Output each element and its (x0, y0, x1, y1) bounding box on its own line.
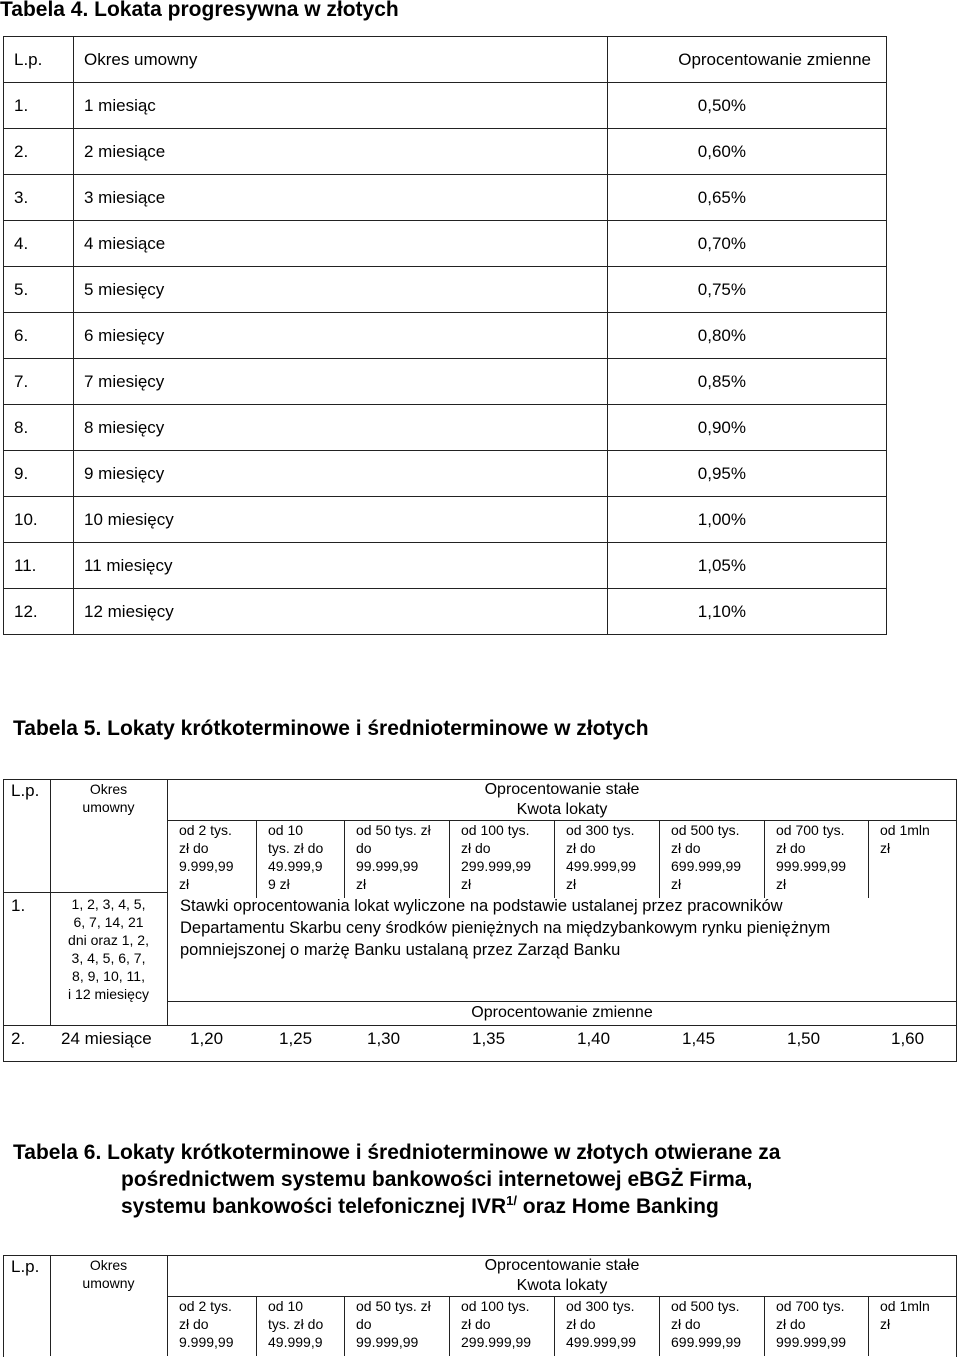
row-period: 11 miesięcy (74, 543, 608, 589)
header-fixed: Oprocentowanie stałe (484, 781, 640, 798)
amount-label: od 500 tys. (671, 822, 740, 838)
table-row (4, 405, 887, 451)
rates-note-line: Stawki oprocentowania lokat wyliczone na podstawie ustalanej przez pracowników (180, 897, 783, 915)
header-lp: L.p. (11, 781, 40, 800)
amount-label: zł (566, 876, 577, 892)
amount-label: zł do (461, 1316, 491, 1332)
row-lp: 12. (4, 589, 74, 635)
amount-label: od 700 tys. (776, 822, 845, 838)
amount-label: do (356, 1316, 372, 1332)
amount-label: zł (880, 840, 891, 856)
table-row (4, 175, 887, 221)
amount-label: 99.999,99 (356, 1334, 419, 1350)
row2-rate: 1,45 (682, 1029, 716, 1048)
row-period: 10 miesięcy (74, 497, 608, 543)
row2-rate: 1,25 (279, 1029, 313, 1048)
amount-label: od 500 tys. (671, 1298, 740, 1314)
row-lp: 1. (4, 83, 74, 129)
amount-label: 9.999,99 (179, 858, 234, 874)
row-lp: 4. (4, 221, 74, 267)
row-rate: 0,90% (608, 405, 887, 451)
row-lp: 9. (4, 451, 74, 497)
amount-label: 499.999,99 (566, 858, 637, 874)
amount-label: 499.999,99 (566, 1334, 637, 1350)
row-lp: 11. (4, 543, 74, 589)
row-lp: 3. (4, 175, 74, 221)
amount-label: tys. zł do (268, 840, 324, 856)
amount-label: od 100 tys. (461, 822, 530, 838)
amount-label: zł (461, 876, 472, 892)
amount-label: 299.999,99 (461, 858, 532, 874)
row1-period-line: 3, 4, 5, 6, 7, (71, 950, 146, 966)
row-lp: 2. (4, 129, 74, 175)
amount-label: od 300 tys. (566, 1298, 635, 1314)
amount-label: 99.999,99 (356, 858, 419, 874)
row-rate: 0,75% (608, 267, 887, 313)
row-period: 2 miesiące (74, 129, 608, 175)
amount-label: od 10 (268, 822, 304, 838)
amount-label: od 100 tys. (461, 1298, 530, 1314)
table4-header-row (4, 37, 887, 83)
table4 (3, 36, 887, 635)
row-lp: 8. (4, 405, 74, 451)
amount-label: zł do (566, 1316, 596, 1332)
amount-label: od 2 tys. (179, 822, 232, 838)
amount-label: 9 zł (268, 876, 290, 892)
amount-label: 299.999,99 (461, 1334, 532, 1350)
amount-label: od 700 tys. (776, 1298, 845, 1314)
header-okres: Okres umowny (74, 37, 608, 83)
row2-lp: 2. (11, 1029, 26, 1048)
table6-title-line3: systemu bankowości telefonicznej $IVR^{1/}$ oraz Home Banking (121, 1193, 719, 1218)
row1-period-line: i 12 miesięcy (68, 986, 149, 1002)
row-lp: 6. (4, 313, 74, 359)
row-rate: 0,50% (608, 83, 887, 129)
table5-title: Tabela 5. Lokaty krótkoterminowe i średnioterminowe w złotych (13, 717, 649, 740)
header-lp: L.p. (4, 37, 74, 83)
amount-label: od 50 tys. zł (356, 1298, 431, 1314)
divider-line (764, 820, 765, 898)
row-rate: 1,05% (608, 543, 887, 589)
amount-label: zł do (566, 840, 596, 856)
header-okres: umowny (82, 799, 135, 815)
row-period: 6 miesięcy (74, 313, 608, 359)
rates-note-line: Departamentu Skarbu ceny środków pieniężnych na międzybankowym rynku pieniężnym (180, 919, 831, 937)
amount-label: zł do (776, 1316, 806, 1332)
table-row (4, 129, 887, 175)
divider-line (659, 820, 660, 898)
row2-rate: 1,50 (787, 1029, 821, 1048)
table-row (4, 589, 887, 635)
amount-label: zł do (179, 840, 209, 856)
row-period: 5 miesięcy (74, 267, 608, 313)
row1-period-line: 8, 9, 10, 11, (72, 968, 145, 984)
row2-rate: 1,40 (577, 1029, 611, 1048)
table4-title: Tabela 4. Lokata progresywna w złotych (0, 0, 399, 21)
amount-label: od 1mln (880, 1298, 930, 1314)
row-period: 7 miesięcy (74, 359, 608, 405)
amount-label: od 1mln (880, 822, 930, 838)
divider-line (868, 1296, 869, 1356)
table-row (4, 497, 887, 543)
table-row (4, 359, 887, 405)
footnote-marker: 1/ (506, 1193, 517, 1208)
row-rate: 0,65% (608, 175, 887, 221)
header-okres: umowny (82, 1275, 135, 1291)
divider-line (256, 1296, 257, 1356)
amount-label: zł (671, 876, 682, 892)
row-rate: 0,70% (608, 221, 887, 267)
table-row (4, 313, 887, 359)
header-fixed: Oprocentowanie stałe (484, 1257, 640, 1274)
row2-rate: 1,35 (472, 1029, 506, 1048)
amount-label: do (356, 840, 372, 856)
row1-period-line: dni oraz 1, 2, (68, 932, 149, 948)
amount-label: zł do (776, 840, 806, 856)
header-lp: L.p. (11, 1257, 40, 1276)
header-okres: Okres (89, 781, 128, 797)
rates-note-line: pomniejszonej o marżę Banku ustalaną przez Zarząd Banku (180, 941, 621, 959)
divider-line (659, 1296, 660, 1356)
row-period: 12 miesięcy (74, 589, 608, 635)
row-period: 4 miesiące (74, 221, 608, 267)
row-lp: 7. (4, 359, 74, 405)
amount-label: zł do (461, 840, 491, 856)
row-period: 9 miesięcy (74, 451, 608, 497)
table-row (4, 267, 887, 313)
row-lp: 10. (4, 497, 74, 543)
amount-label: zł (776, 876, 787, 892)
header-okres: Okres (89, 1257, 128, 1273)
row-period: 3 miesiące (74, 175, 608, 221)
divider-line (449, 820, 450, 898)
row1-period-line: 1, 2, 3, 4, 5, (71, 896, 146, 912)
row-rate: 0,80% (608, 313, 887, 359)
amount-label: zł do (671, 1316, 701, 1332)
row-period: 1 miesiąc (74, 83, 608, 129)
divider-line (256, 820, 257, 898)
header-variable: Oprocentowanie zmienne (471, 1004, 653, 1021)
divider-line (344, 1296, 345, 1356)
amount-label: 9.999,99 (179, 1334, 234, 1350)
amount-label: zł do (671, 840, 701, 856)
amount-label: 49.999,9 (268, 858, 323, 874)
header-kwota: Kwota lokaty (516, 1277, 608, 1294)
divider-line (449, 1296, 450, 1356)
divider-line (344, 820, 345, 898)
divider-line (764, 1296, 765, 1356)
divider-line (868, 820, 869, 898)
amount-label: od 50 tys. zł (356, 822, 431, 838)
amount-label: tys. zł do (268, 1316, 324, 1332)
table-row (4, 451, 887, 497)
table-row (4, 221, 887, 267)
row-rate: 1,00% (608, 497, 887, 543)
row-rate: 0,85% (608, 359, 887, 405)
row2-rate: 1,30 (367, 1029, 401, 1048)
header-oprocentowanie: Oprocentowanie zmienne (608, 37, 887, 83)
amount-label: 699.999,99 (671, 858, 742, 874)
row1-period-line: 6, 7, 14, 21 (73, 914, 144, 930)
table6-title-line1: Tabela 6. Lokaty krótkoterminowe i średnioterminowe w złotych otwierane za (13, 1141, 781, 1164)
amount-label: zł do (179, 1316, 209, 1332)
row-rate: 0,95% (608, 451, 887, 497)
row1-lp: 1. (11, 896, 26, 915)
row-period: 8 miesięcy (74, 405, 608, 451)
amount-label: 999.999,99 (776, 1334, 847, 1350)
divider-line (3, 892, 167, 893)
table-row (4, 83, 887, 129)
header-kwota: Kwota lokaty (516, 801, 608, 818)
amount-label: od 300 tys. (566, 822, 635, 838)
row-rate: 1,10% (608, 589, 887, 635)
amount-label: od 2 tys. (179, 1298, 232, 1314)
table-row (4, 543, 887, 589)
row2-rate: 1,60 (891, 1029, 925, 1048)
amount-label: zł (179, 876, 190, 892)
divider-line (554, 1296, 555, 1356)
amount-label: zł (880, 1316, 891, 1332)
row-lp: 5. (4, 267, 74, 313)
amount-label: 699.999,99 (671, 1334, 742, 1350)
amount-label: 49.999,9 (268, 1334, 323, 1350)
row2-rate: 1,20 (190, 1029, 224, 1048)
row-rate: 0,60% (608, 129, 887, 175)
amount-label: od 10 (268, 1298, 304, 1314)
amount-label: 999.999,99 (776, 858, 847, 874)
row2-period: 24 miesiące (61, 1029, 152, 1048)
amount-label: zł (356, 876, 367, 892)
divider-line (554, 820, 555, 898)
table6-title-line2: pośrednictwem systemu bankowości internetowej eBGŻ Firma, (121, 1168, 753, 1191)
divider-line (3, 1025, 957, 1026)
